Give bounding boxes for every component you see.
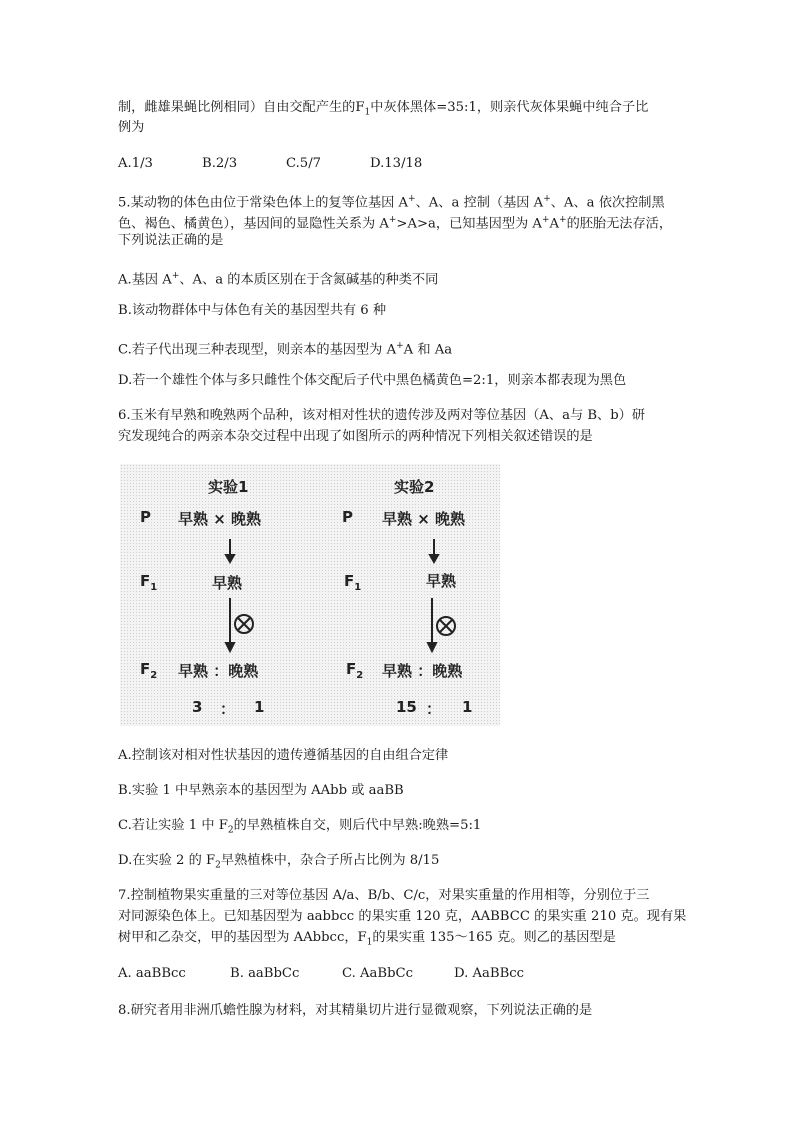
q8-stem-line-1: 8.研究者用非洲爪蟾性腺为材料，对其精巢切片进行显微观察，下列说法正确的是: [118, 1003, 593, 1018]
exp1-ratio-left: 3: [192, 698, 203, 716]
q7-option-a: A. aaBBcc: [118, 966, 186, 981]
exp2-arrowhead-f1-f2: [428, 643, 436, 651]
exp1-cross: 早熟 × 晚熟: [178, 510, 262, 528]
q5-option-a: A.基因 A+、A、a 的本质区别在于含氮碱基的种类不同: [118, 271, 439, 288]
q5-stem-line-1: 5.某动物的体色由位于常染色体上的复等位基因 A+、A、a 控制（基因 A+、A、a 依次控制黑: [118, 194, 665, 211]
exp1-ratio-right: 1: [254, 698, 265, 716]
exp2-p-label: P: [342, 508, 353, 526]
exp1-f1-label: $F_1$: [140, 572, 158, 593]
q6-option-d: D.在实验 2 的 $F_2$早熟植株中，杂合子所占比例为 8/15: [118, 853, 440, 871]
q7-option-d: D. AaBBcc: [454, 966, 525, 981]
q7-option-c: C. AaBbCc: [342, 966, 413, 981]
q5-stem-line-2: 色、褐色、橘黄色），基因间的显隐性关系为 A+>A>a，已知基因型为 A+A+的胚胎无法存活，: [118, 215, 673, 232]
q5-option-c: C.若子代出现三种表现型，则亲本的基因型为 A+A 和 Aa: [118, 341, 453, 358]
q4-option-c: C.5/7: [286, 156, 322, 171]
q6-option-c: C.若让实验 1 中 $F_2$的早熟植株自交，则后代中早熟:晚熟=5:1: [118, 818, 482, 836]
q6-option-a: A.控制该对相对性状基因的遗传遵循基因的自由组合定律: [118, 748, 449, 763]
q4-option-a: A.1/3: [118, 156, 153, 171]
intro-line-1: 制，雌雄果蝇比例相同）自由交配产生的$F_1$中灰体黑体=35:1，则亲代灰体果蝇中纯合子比: [118, 100, 649, 118]
q7-stem-line-2: 对同源染色体上。已知基因型为 aabbcc 的果实重 120 克，AABBCC 的果实重 210 克。现有果: [118, 909, 687, 924]
exp1-arrowhead-f1-f2: [226, 643, 234, 651]
exp2-title: 实验2: [394, 478, 435, 496]
exp2-f2-label: $F_2$: [346, 660, 364, 681]
exp1-selfing-icon: [235, 615, 253, 633]
q6-option-b: B.实验 1 中早熟亲本的基因型为 AAbb 或 aaBB: [118, 783, 404, 798]
exp2-f1-label: $F_1$: [344, 572, 362, 593]
exp2-cross: 早熟 × 晚熟: [382, 510, 466, 528]
q7-stem-line-3: 树甲和乙杂交，甲的基因型为 AAbbcc，$F_1$的果实重 135～165 克。则乙的基因型是: [118, 930, 616, 948]
q5-option-d: D.若一个雄性个体与多只雌性个体交配后子代中黑色橘黄色=2:1，则亲本都表现为黑色: [118, 373, 627, 388]
q5-stem-line-3: 下列说法正确的是: [118, 233, 224, 248]
q6-stem-line-2: 究发现纯合的两亲本杂交过程中出现了如图所示的两种情况下列相关叙述错误的是: [118, 429, 593, 444]
exp1-f1-phenotype: 早熟: [212, 574, 243, 592]
q5-option-b: B.该动物群体中与体色有关的基因型共有 6 种: [118, 303, 387, 318]
exp1-f2-phenotypes: 早熟 ：晚熟: [178, 662, 259, 680]
q7-option-b: B. aaBbCc: [230, 966, 300, 981]
genetics-cross-figure: [120, 464, 500, 726]
exp2-arrowhead-p-f1: [430, 555, 438, 562]
q4-option-d: D.13/18: [370, 156, 423, 171]
q6-stem-line-1: 6.玉米有早熟和晚熟两个品种，该对相对性状的遗传涉及两对等位基因（A、a与 B、b）研: [118, 408, 646, 423]
exp2-ratio-left: 15: [396, 698, 417, 716]
exp2-selfing-icon: [437, 617, 455, 635]
exp1-title: 实验1: [208, 478, 249, 496]
q7-stem-line-1: 7.控制植物果实重量的三对等位基因 A/a、B/b、C/c，对果实重量的作用相等，分别位于三: [118, 888, 650, 903]
exp2-f2-phenotypes: 早熟 ：晚熟: [382, 662, 463, 680]
q7-options: [118, 964, 524, 984]
exp2-ratio-right: 1: [462, 698, 473, 716]
intro-line-2: 例为: [118, 120, 145, 135]
exp1-p-label: P: [140, 508, 151, 526]
exp1-f2-label: $F_2$: [140, 660, 158, 681]
exp1-arrowhead-p-f1: [226, 555, 234, 562]
exp2-f1-phenotype: 早熟: [426, 572, 457, 590]
exp2-ratio-colon: ：: [426, 700, 442, 718]
figure-arrows: [120, 464, 500, 726]
q4-option-b: B.2/3: [202, 156, 238, 171]
q4-options: [118, 154, 422, 174]
exp1-ratio-colon: ：: [220, 700, 236, 718]
